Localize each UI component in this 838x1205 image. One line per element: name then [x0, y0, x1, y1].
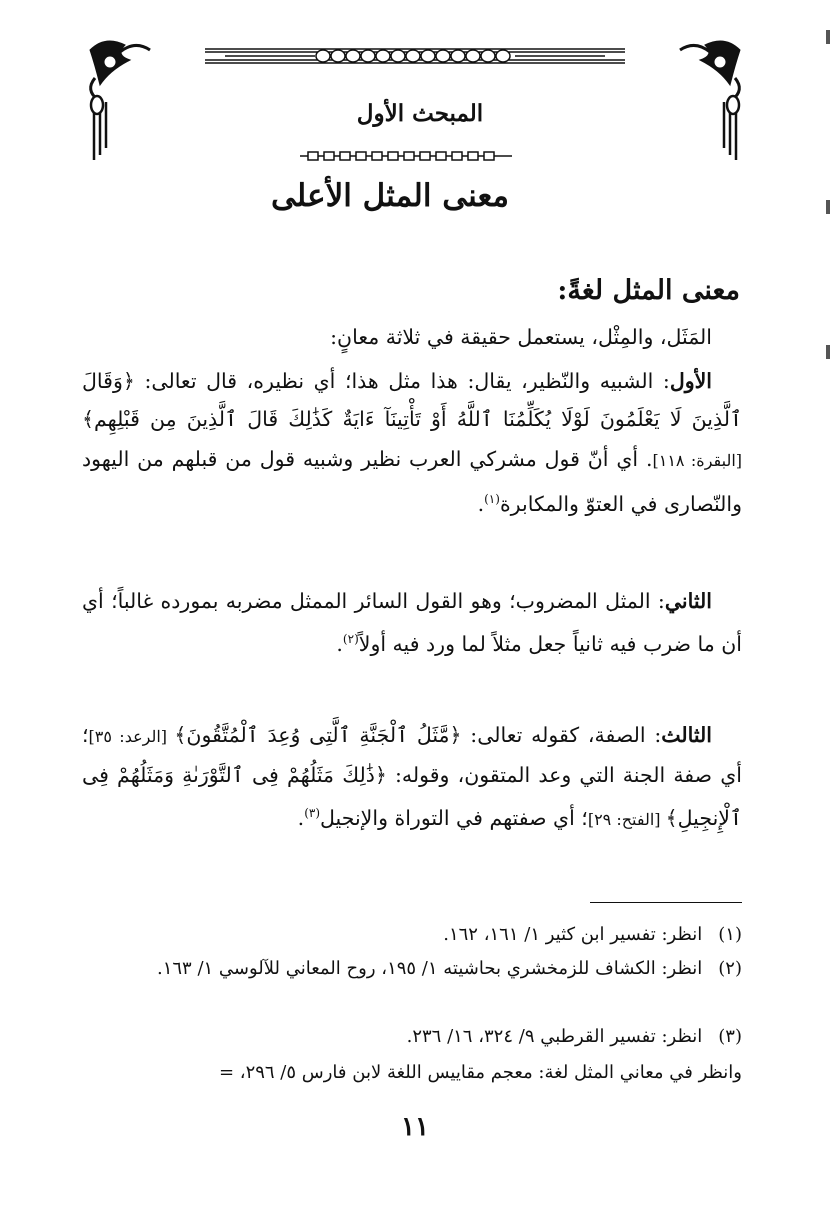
title-divider	[300, 148, 512, 164]
second-label: الثاني	[664, 589, 712, 613]
footnote-1	[70, 918, 742, 952]
footnote-3-number: (٣)	[718, 1026, 742, 1047]
top-chain-ornament	[205, 44, 625, 68]
paragraph-first: الأول: الشبيه والنّظير، يقال: هذا مثل هذا؛ أي نظيره، قال تعالى: ﴿وَقَالَ ٱلَّذِينَ لَا يَعْلَمُونَ لَوْلَا يُكَلِّمُنَا ٱللَّهُ أَوْ تَأْتِينَآ ءَايَةٌ كَذَٰلِكَ قَالَ ٱلَّذِينَ مِن قَبْلِهِم﴾ [البقرة: ١١٨]. أي أنّ قول مشركي العرب نظير وشبيه قول من قبلهم من اليهود والنّصارى في العتوّ والمكابرة$^{(١)}$.	[82, 369, 743, 516]
section-title: معنى المثل الأعلى	[270, 178, 510, 214]
first-text: : الشبيه والنّظير، يقال: هذا مثل هذا؛ أي نظيره، قال تعالى:	[134, 369, 670, 393]
intro-paragraph	[82, 318, 742, 356]
intro-text: المَثَل، والمِثْل، يستعمل حقيقة في ثلاثة معانٍ:	[330, 325, 712, 349]
footnote-ref-2[interactable]: (٢)	[342, 632, 359, 646]
footnote-separator	[590, 902, 742, 903]
third-quran-verse-1: ﴿مَّثَلُ ٱلْجَنَّةِ ٱلَّتِى وُعِدَ ٱلْمُتَّقُونَ﴾	[174, 723, 462, 747]
third-mid: ؛ أي صفة الجنة التي وعد المتقون، وقوله:	[82, 723, 742, 787]
footnote-continued	[70, 1056, 742, 1090]
paragraph-third: الثالث: الصفة، كقوله تعالى: ﴿مَّثَلُ ٱلْجَنَّةِ ٱلَّتِى وُعِدَ ٱلْمُتَّقُونَ﴾ [الرعد: ٣٥]؛ أي صفة الجنة التي وعد المتقون، وقوله: ﴿ذَٰلِكَ مَثَلُهُمْ فِى ٱلتَّوْرَىٰةِ وَمَثَلُهُمْ فِى ٱلْإِنجِيلِ﴾ [الفتح: ٢٩]؛ أي صفتهم في التوراة والإنجيل$^{(٣)}$.	[82, 723, 742, 830]
page-number: ١١	[401, 1112, 429, 1142]
footnote-ref-3[interactable]: (٣)	[304, 806, 321, 820]
first-tail: . أي أنّ قول مشركي العرب نظير وشبيه قول من قبلهم من اليهود والنّصارى في العتوّ والمكابرة	[82, 447, 742, 516]
edge-mark	[826, 345, 830, 359]
third-quran-ref-1: [الرعد: ٣٥]	[88, 727, 175, 746]
footnote-1-text: انظر: تفسير ابن كثير ١/ ١٦١، ١٦٢.	[443, 924, 703, 945]
first-quran-ref: [البقرة: ١١٨]	[652, 451, 743, 470]
first-label: الأول	[669, 369, 712, 393]
footnote-3-text: انظر: تفسير القرطبي ٩/ ٣٢٤، ١٦/ ٢٣٦.	[406, 1026, 703, 1047]
footnote-2-number: (٢)	[718, 958, 742, 979]
footnote-2-text: انظر: الكشاف للزمخشري بحاشيته ١/ ١٩٥، روح المعاني للآلوسي ١/ ١٦٣.	[156, 958, 703, 979]
edge-mark	[826, 30, 830, 44]
third-tail: ؛ أي صفتهم في التوراة والإنجيل	[320, 805, 588, 830]
subheading: معنى المثل لغةً:	[557, 275, 740, 306]
paragraph-second: الثاني: المثل المضروب؛ وهو القول السائر الممثل مضربه بمورده غالباً؛ أي أن ما ضرب فيه ثانياً جعل مثلاً لما ورد فيه أولاً$^{(٢)}$.	[82, 589, 742, 656]
footnote-1-number: (١)	[718, 924, 742, 945]
footnote-ref-1[interactable]: (١)	[484, 492, 500, 506]
third-text: : الصفة، كقوله تعالى:	[461, 723, 662, 747]
third-label: الثالث	[661, 723, 712, 747]
second-text: : المثل المضروب؛ وهو القول السائر الممثل مضربه بمورده غالباً؛ أي أن ما ضرب فيه ثانياً جعل مثلاً لما ورد فيه أولاً	[82, 589, 742, 656]
footnote-continued-text: وانظر في معاني المثل لغة: معجم مقاييس اللغة لابن فارس ٥/ ٢٩٦، =	[218, 1062, 742, 1083]
third-quran-ref-2: [الفتح: ٢٩]	[587, 809, 666, 829]
edge-mark	[826, 200, 830, 214]
section-number: المبحث الأول	[356, 100, 484, 127]
footnote-3	[70, 1020, 742, 1054]
first-quran-verse: ﴿وَقَالَ ٱلَّذِينَ لَا يَعْلَمُونَ لَوْلَا يُكَلِّمُنَا ٱللَّهُ أَوْ تَأْتِينَآ ءَايَةٌ كَذَٰلِكَ قَالَ ٱلَّذِينَ مِن قَبْلِهِم﴾	[82, 369, 742, 431]
third-quran-verse-2: ﴿ذَٰلِكَ مَثَلُهُمْ فِى ٱلتَّوْرَىٰةِ وَمَثَلُهُمْ فِى ٱلْإِنجِيلِ﴾	[82, 763, 742, 830]
footnote-2	[70, 952, 742, 986]
